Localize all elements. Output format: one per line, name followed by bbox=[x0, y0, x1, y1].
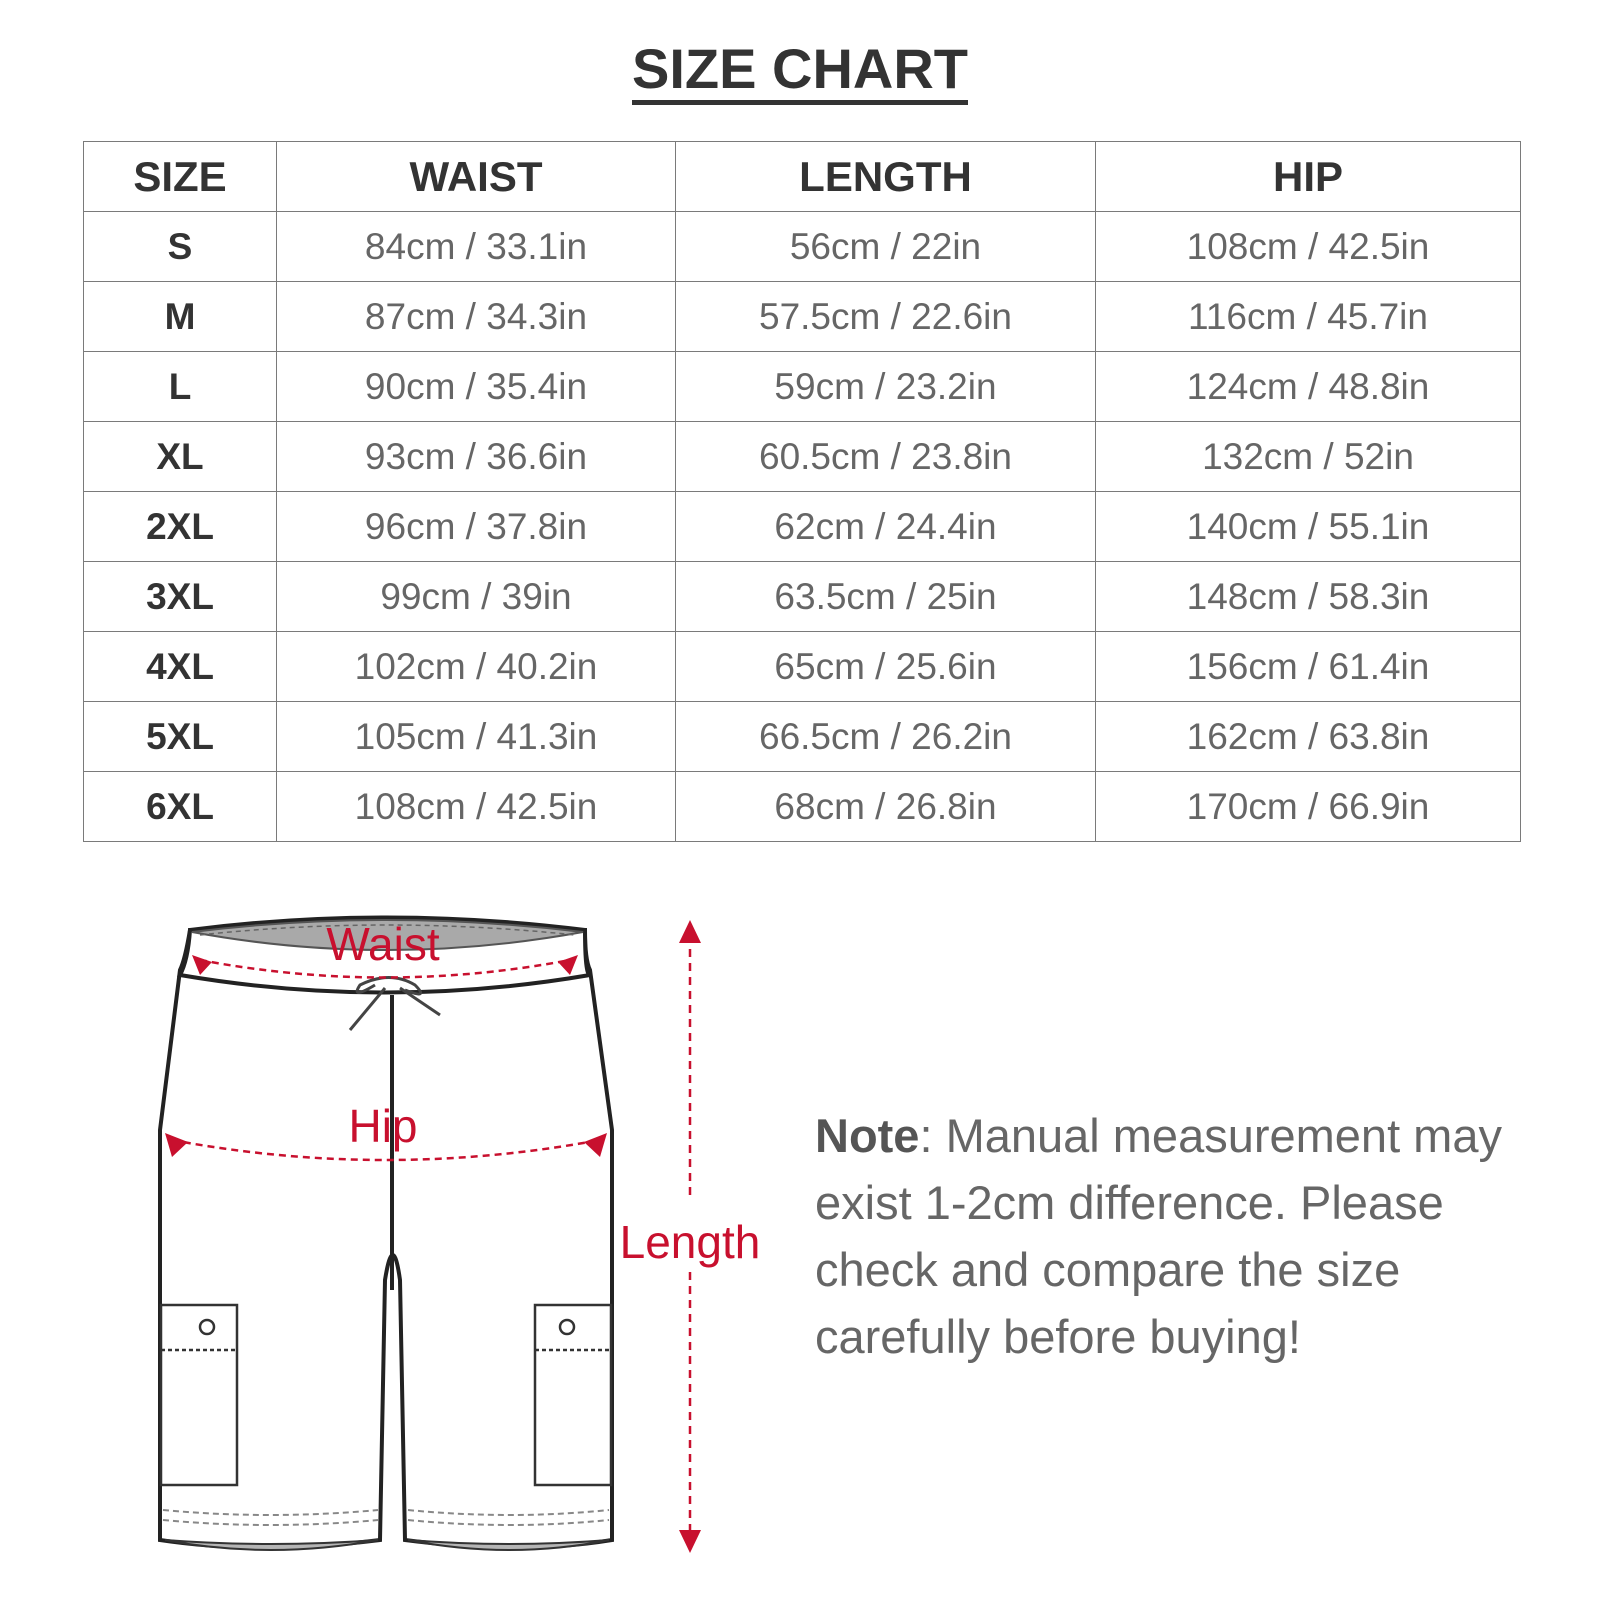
size-cell: 4XL bbox=[84, 632, 277, 702]
length-cell: 65cm / 25.6in bbox=[676, 632, 1096, 702]
shorts-measurement-diagram bbox=[0, 880, 800, 1600]
table-header-row bbox=[84, 142, 1521, 212]
waist-cell: 90cm / 35.4in bbox=[277, 352, 676, 422]
table-row bbox=[84, 562, 1521, 632]
header-size: SIZE bbox=[84, 142, 277, 212]
hip-cell: 116cm / 45.7in bbox=[1096, 282, 1521, 352]
size-table bbox=[83, 141, 1521, 842]
header-hip: HIP bbox=[1096, 142, 1521, 212]
table-row bbox=[84, 492, 1521, 562]
page-title-text: SIZE CHART bbox=[632, 37, 968, 105]
size-cell: 6XL bbox=[84, 772, 277, 842]
waist-cell: 102cm / 40.2in bbox=[277, 632, 676, 702]
length-cell: 57.5cm / 22.6in bbox=[676, 282, 1096, 352]
table-row bbox=[84, 632, 1521, 702]
hip-cell: 140cm / 55.1in bbox=[1096, 492, 1521, 562]
size-cell: 3XL bbox=[84, 562, 277, 632]
hip-cell: 162cm / 63.8in bbox=[1096, 702, 1521, 772]
table-row bbox=[84, 352, 1521, 422]
length-cell: 66.5cm / 26.2in bbox=[676, 702, 1096, 772]
note-body: : Manual measurement may exist 1-2cm difference. Please check and compare the size carefully before buying! bbox=[815, 1109, 1502, 1363]
length-cell: 60.5cm / 23.8in bbox=[676, 422, 1096, 492]
waist-cell: 108cm / 42.5in bbox=[277, 772, 676, 842]
waist-cell: 96cm / 37.8in bbox=[277, 492, 676, 562]
waist-cell: 93cm / 36.6in bbox=[277, 422, 676, 492]
length-cell: 68cm / 26.8in bbox=[676, 772, 1096, 842]
hip-cell: 124cm / 48.8in bbox=[1096, 352, 1521, 422]
waist-cell: 105cm / 41.3in bbox=[277, 702, 676, 772]
left-cargo-pocket bbox=[161, 1305, 237, 1485]
table-row bbox=[84, 212, 1521, 282]
note-label: Note bbox=[815, 1109, 920, 1162]
table-row bbox=[84, 422, 1521, 492]
header-length: LENGTH bbox=[676, 142, 1096, 212]
waist-cell: 99cm / 39in bbox=[277, 562, 676, 632]
size-cell: L bbox=[84, 352, 277, 422]
size-cell: S bbox=[84, 212, 277, 282]
note-text bbox=[815, 1102, 1535, 1370]
waist-cell: 87cm / 34.3in bbox=[277, 282, 676, 352]
size-cell: 2XL bbox=[84, 492, 277, 562]
size-cell: 5XL bbox=[84, 702, 277, 772]
table-row bbox=[84, 282, 1521, 352]
hip-cell: 132cm / 52in bbox=[1096, 422, 1521, 492]
header-waist: WAIST bbox=[277, 142, 676, 212]
length-cell: 56cm / 22in bbox=[676, 212, 1096, 282]
right-cargo-pocket bbox=[535, 1305, 611, 1485]
hip-cell: 108cm / 42.5in bbox=[1096, 212, 1521, 282]
length-label: Length bbox=[619, 1216, 761, 1268]
hip-cell: 156cm / 61.4in bbox=[1096, 632, 1521, 702]
table-row bbox=[84, 702, 1521, 772]
waist-cell: 84cm / 33.1in bbox=[277, 212, 676, 282]
hip-cell: 170cm / 66.9in bbox=[1096, 772, 1521, 842]
hip-cell: 148cm / 58.3in bbox=[1096, 562, 1521, 632]
size-cell: XL bbox=[84, 422, 277, 492]
length-cell: 63.5cm / 25in bbox=[676, 562, 1096, 632]
length-cell: 62cm / 24.4in bbox=[676, 492, 1096, 562]
size-cell: M bbox=[84, 282, 277, 352]
hip-label: Hip bbox=[348, 1100, 418, 1152]
waist-label: Waist bbox=[326, 918, 440, 970]
page-title bbox=[0, 36, 1600, 101]
table-row bbox=[84, 772, 1521, 842]
length-cell: 59cm / 23.2in bbox=[676, 352, 1096, 422]
